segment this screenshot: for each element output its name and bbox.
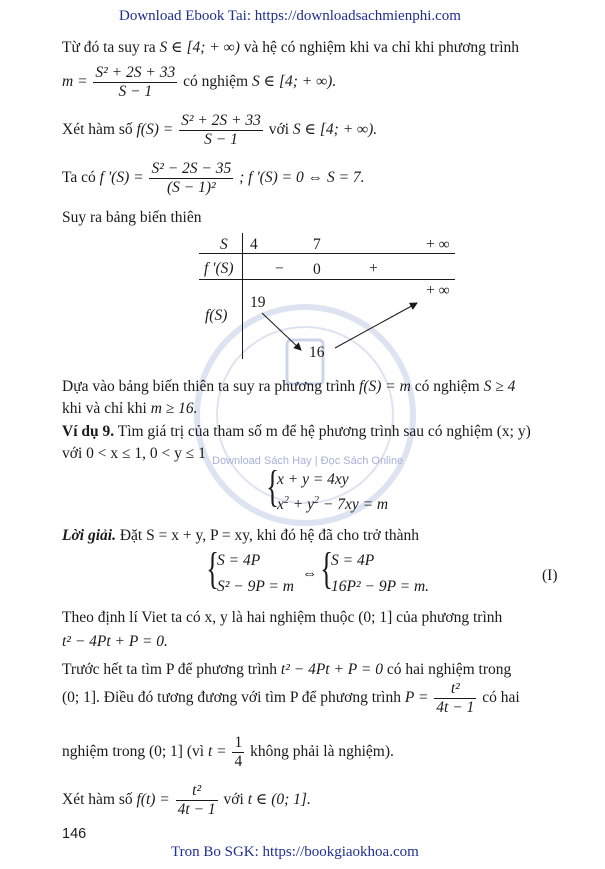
- system-brace: {: [266, 462, 279, 511]
- paragraph-4: Ta có f '(S) = $\frac{\text{S² − 2S − 35}}{\text{(S − 1)²}}$ ; f '(S) = 0 ⇔ S = 7.: [62, 160, 365, 196]
- paragraph-2: m = $\frac{\text{S² + 2S + 33}}{S - 1}$ có nghiệm S ∈ [4; + ∞).: [62, 64, 337, 100]
- table-label-fprime: f '(S): [204, 260, 234, 277]
- watermark-text: Download Sách Hay | Đọc Sách Online: [212, 455, 404, 467]
- solution-intro: Lời giải. Đặt S = x + y, P = xy, khi đó hệ đã cho trở thành: [62, 527, 420, 544]
- system-eq-2: $x^2 + y^2 - 7xy = m$: [277, 494, 389, 513]
- arrow-decreasing: [262, 313, 301, 350]
- paragraph-8: Theo định lí Viet ta có x, y là hai nghiệm thuộc (0; 1] của phương trình: [62, 609, 503, 626]
- equivalence-symbol: ⇔: [302, 565, 318, 582]
- footer-link[interactable]: Tron Bo SGK: https://bookgiaokhoa.com: [171, 844, 419, 860]
- table-s-4: 4: [250, 236, 258, 253]
- table-label-s: S: [220, 236, 228, 253]
- paragraph-1: Từ đó ta suy ra S ∈ [4; + ∞) và hệ có nghiệm khi va chỉ khi phương trình: [62, 39, 520, 56]
- system-label: (I): [542, 567, 558, 584]
- system-eq-1: x + y = 4xy: [277, 471, 349, 488]
- system-a-eq-1: S = 4P: [217, 552, 261, 569]
- system-b-brace: {: [320, 544, 333, 593]
- table-s-inf: + ∞: [426, 236, 450, 253]
- table-sign-plus: +: [369, 260, 378, 277]
- paragraph-10: Trước hết ta tìm P để phương trình t² − 4Pt + P = 0 có hai nghiệm trong: [62, 661, 512, 678]
- table-s-7: 7: [313, 236, 321, 253]
- header-link[interactable]: Download Ebook Tai: https://downloadsachmienphi.com: [119, 8, 461, 24]
- system-a-brace: {: [206, 544, 219, 593]
- paragraph-12: nghiệm trong (0; 1] (vì t = $\frac{1}{4}$ không phải là nghiệm).: [62, 734, 394, 770]
- table-f-start: 19: [250, 294, 266, 311]
- system-a-eq-2: S² − 9P = m: [217, 578, 294, 595]
- paragraph-9: t² − 4Pt + P = 0.: [62, 633, 168, 650]
- table-label-f: f(S): [205, 307, 228, 324]
- paragraph-5: Suy ra bảng biến thiên: [62, 209, 202, 226]
- table-f-min: 16: [309, 344, 325, 361]
- paragraph-3: Xét hàm số f(S) = $\frac{\text{S² + 2S + 33}}{S - 1}$ với S ∈ [4; + ∞).: [62, 112, 378, 148]
- example-condition: với 0 < x ≤ 1, 0 < y ≤ 1: [62, 445, 206, 462]
- example-9: Ví dụ 9. Tìm giá trị của tham số m để hệ phương trình sau có nghiệm (x; y): [62, 423, 531, 440]
- system-b-eq-1: S = 4P: [331, 552, 375, 569]
- paragraph-13: Xét hàm số f(t) = $\frac{\text{t²}}{4t - 1}$ với t ∈ (0; 1].: [62, 782, 311, 818]
- paragraph-6: Dựa vào bảng biến thiên ta suy ra phương trình f(S) = m có nghiệm S ≥ 4: [62, 378, 516, 395]
- system-b-eq-2: 16P² − 9P = m.: [331, 578, 430, 595]
- paragraph-7: khi và chỉ khi m ≥ 16.: [62, 400, 198, 417]
- paragraph-11: (0; 1]. Điều đó tương đương với tìm P để phương trình P = $\frac{\text{t²}}{4t - 1}$ có hai: [62, 680, 520, 716]
- table-f-end: + ∞: [426, 282, 450, 299]
- table-sign-zero: 0: [313, 261, 321, 278]
- page-number: 146: [62, 826, 87, 842]
- table-sign-minus: −: [275, 260, 284, 277]
- arrow-increasing: [335, 303, 417, 348]
